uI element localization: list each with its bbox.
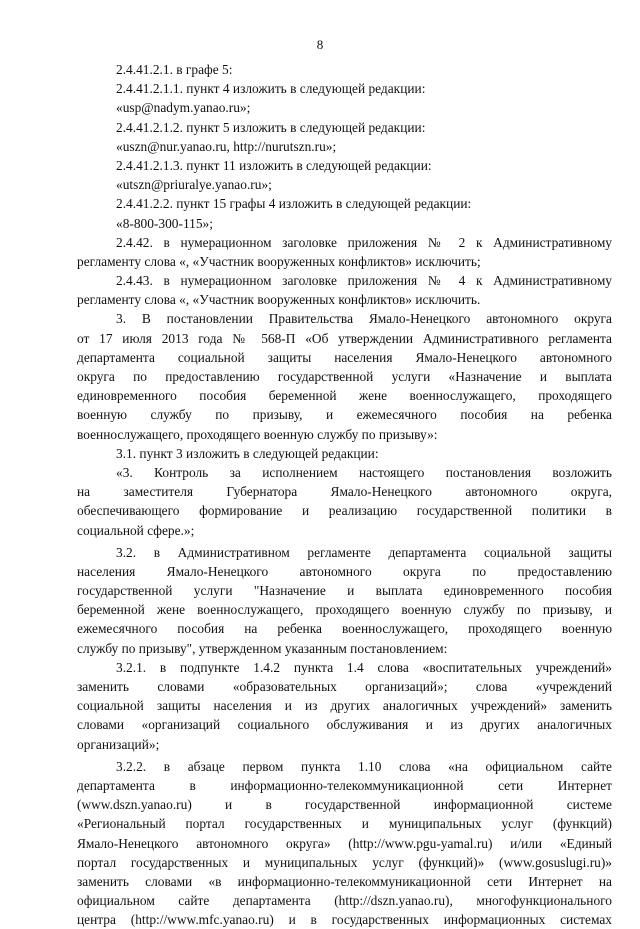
text-line: единовременного пособия беременной жене военнослужащего, проходящего — [77, 388, 612, 404]
text-line: социальной защиты населения и из других аналогичных учреждений» заменить — [77, 698, 612, 714]
text-line: официальном сайте департамента (http://dszn.yanao.ru), многофункционального — [77, 893, 612, 909]
text-line: «Региональный портал государственных и муниципальных услуг (функций) — [77, 816, 612, 832]
text-line: ежемесячного пособия на ребенка военнослужащего, проходящего военную — [77, 621, 612, 637]
text-line: «utszn@priuralye.yanao.ru»; — [116, 177, 272, 193]
text-line: от 17 июля 2013 года № 568-П «Об утверждении Административного регламента — [77, 330, 612, 346]
text-line: округа по предоставлению государственной услуги «Назначение и выплата — [77, 369, 612, 384]
text-line: 3. В постановлении Правительства Ямало-Ненецкого автономного округа — [116, 311, 612, 327]
text-line: «usp@nadym.yanao.ru»; — [116, 100, 251, 116]
text-line: регламенту слова «, «Участник вооруженных конфликтов» исключить. — [77, 292, 481, 308]
text-line: беременной жене военнослужащего, проходящего военную службу по призыву, и — [77, 602, 612, 618]
text-line: социальной сфере.»; — [77, 522, 195, 538]
text-line: «3. Контроль за исполнением настоящего постановления возложить — [116, 464, 612, 480]
text-line: 2.4.43. в нумерационном заголовке приложения № 4 к Административному — [116, 273, 612, 289]
text-line: 3.1. пункт 3 изложить в следующей редакции: — [116, 445, 379, 461]
text-line: организаций»; — [77, 736, 160, 752]
text-line: 2.4.41.2.1.3. пункт 11 изложить в следующей редакции: — [116, 157, 432, 173]
page-number: 8 — [316, 37, 324, 52]
text-line: государственной услуги "Назначение и выплата единовременного пособия — [77, 583, 612, 599]
text-line: обеспечивающего формирование и реализацию государственной политики в — [77, 503, 612, 519]
text-line: «8-800-300-115»; — [116, 215, 213, 231]
text-line: 2.4.42. в нумерационном заголовке приложения № 2 к Административному — [116, 234, 612, 250]
text-line: заменить словами «в информационно-телекоммуникационной сети Интернет на — [77, 873, 612, 889]
text-line: регламенту слова «, «Участник вооруженных конфликтов» исключить; — [77, 253, 481, 269]
text-line: 2.4.41.2.1. в графе 5: — [116, 62, 233, 77]
text-line: службу по призыву", утвержденном указанным постановлением: — [77, 640, 448, 656]
text-line: военную службу по призыву, и ежемесячного пособия на ребенка — [77, 407, 612, 423]
document-body — [77, 60, 612, 929]
text-line: заменить словами «образовательных организаций»; слова «учреждений — [77, 679, 612, 694]
text-line: департамента в информационно-телекоммуникационной сети Интернет — [77, 777, 612, 793]
text-line: 2.4.41.2.2. пункт 15 графы 4 изложить в следующей редакции: — [116, 196, 472, 212]
text-line: департамента социальной защиты населения Ямало-Ненецкого автономного — [77, 349, 612, 365]
text-line: Ямало-Ненецкого автономного округа» (http://www.pgu-yamal.ru) и/или «Единый — [77, 835, 612, 851]
text-line: 3.2.1. в подпункте 1.4.2 пункта 1.4 слова «воспитательных учреждений» — [116, 659, 612, 675]
text-line: центра (http://www.mfc.yanao.ru) и в государственных информационных системах — [77, 912, 612, 928]
text-line: военнослужащего, проходящего военную службу по призыву»: — [77, 426, 438, 442]
text-line: на заместителя Губернатора Ямало-Ненецкого автономного округа, — [77, 484, 612, 500]
text-line: (www.dszn.yanao.ru) и в государственной информационной системе — [77, 797, 612, 813]
text-line: 3.2. в Административном регламенте департамента социальной защиты — [116, 544, 612, 560]
text-line: 2.4.41.2.1.1. пункт 4 изложить в следующей редакции: — [116, 81, 426, 97]
text-line: портал государственных и муниципальных услуг (функций)» (www.gosuslugi.ru)» — [77, 854, 612, 870]
text-line: «uszn@nur.yanao.ru, http://nurutszn.ru»; — [116, 138, 337, 154]
text-line: словами «организаций социального обслуживания и из других аналогичных — [77, 717, 612, 733]
text-line: 2.4.41.2.1.2. пункт 5 изложить в следующей редакции: — [116, 119, 426, 135]
text-line: 3.2.2. в абзаце первом пункта 1.10 слова «на официальном сайте — [116, 758, 612, 774]
text-line: населения Ямало-Ненецкого автономного округа по предоставлению — [77, 563, 612, 579]
